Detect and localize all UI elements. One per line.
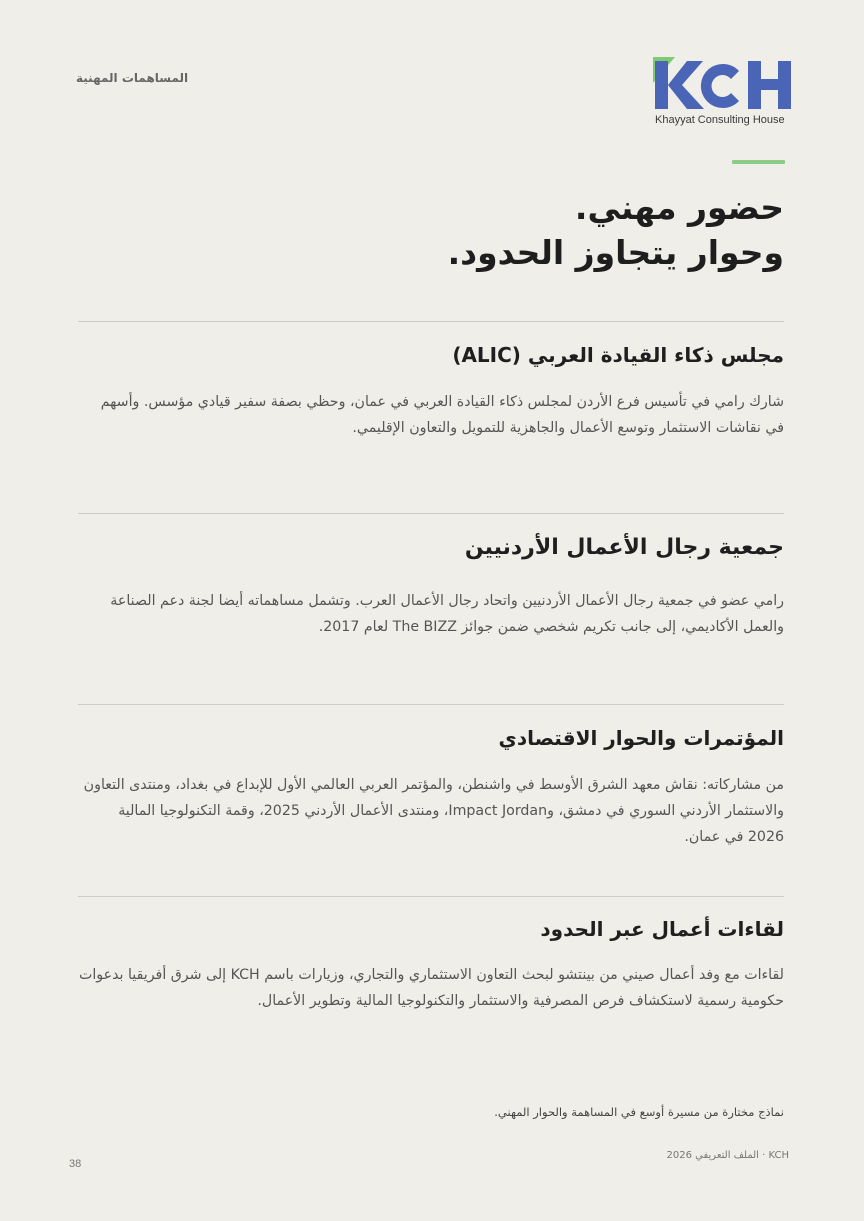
section-heading-alic: مجلس ذكاء القيادة العربي (ALIC)	[452, 343, 784, 367]
section-heading-business-association: جمعية رجال الأعمال الأردنيين	[464, 535, 784, 560]
section-body-conferences: من مشاركاته: نقاش معهد الشرق الأوسط في واشنطن، والمؤتمر العربي العالمي الأول للإبداع في بغداد، ومنتدى التعاون والاستثمار الأردني السوري في دمشق، وImpact Jordan، ومنتدى الأعمال الأردني 2025، وقمة التكنولوجيا المالية 2026 في عمان.	[83, 777, 784, 845]
section-divider	[78, 704, 784, 705]
section-divider	[78, 513, 784, 514]
company-logo	[653, 57, 793, 129]
section-divider	[78, 896, 784, 897]
accent-bar	[732, 160, 785, 164]
footer-doc-label: KCH · الملف التعريفي 2026	[666, 1150, 789, 1161]
page-title	[80, 185, 784, 275]
section-body-alic: شارك رامي في تأسيس فرع الأردن لمجلس ذكاء القيادة العربي في عمان، وحظي بصفة سفير قيادي مؤسس. وأسهم في نقاشات الاستثمار وتوسع الأعمال والجاهزية للتمويل والتعاون الإقليمي.	[100, 394, 784, 436]
logo-tagline: Khayyat Consulting House	[655, 114, 785, 126]
page-title-line-1: حضور مهني.	[574, 188, 784, 227]
section-heading-cross-border: لقاءات أعمال عبر الحدود	[540, 917, 784, 941]
section-body-business-association: رامي عضو في جمعية رجال الأعمال الأردنيين واتحاد رجال الأعمال العرب. وتشمل مساهماته أيضا لجنة دعم الصناعة والعمل الأكاديمي، إلى جانب تكريم شخصي ضمن جوائز The BIZZ لعام 2017.	[110, 593, 784, 635]
section-heading-conferences: المؤتمرات والحوار الاقتصادي	[498, 726, 784, 750]
section-body-cross-border: لقاءات مع وفد أعمال صيني من بينتشو لبحث التعاون الاستثماري والتجاري، وزيارات باسم KCH إلى شرق أفريقيا بدعوات حكومية رسمية لاستكشاف فرص المصرفية والاستثمار والتكنولوجيا المالية وتطوير الأعمال.	[78, 967, 784, 1009]
footer-note: نماذج مختارة من مسيرة أوسع في المساهمة والحوار المهني.	[494, 1105, 784, 1119]
section-divider	[78, 321, 784, 322]
section-tag: المساهمات المهنية	[76, 71, 189, 85]
page-number: 38	[69, 1158, 82, 1170]
kch-logo-mark	[653, 57, 793, 113]
page-title-line-2: وحوار يتجاوز الحدود.	[447, 233, 784, 272]
